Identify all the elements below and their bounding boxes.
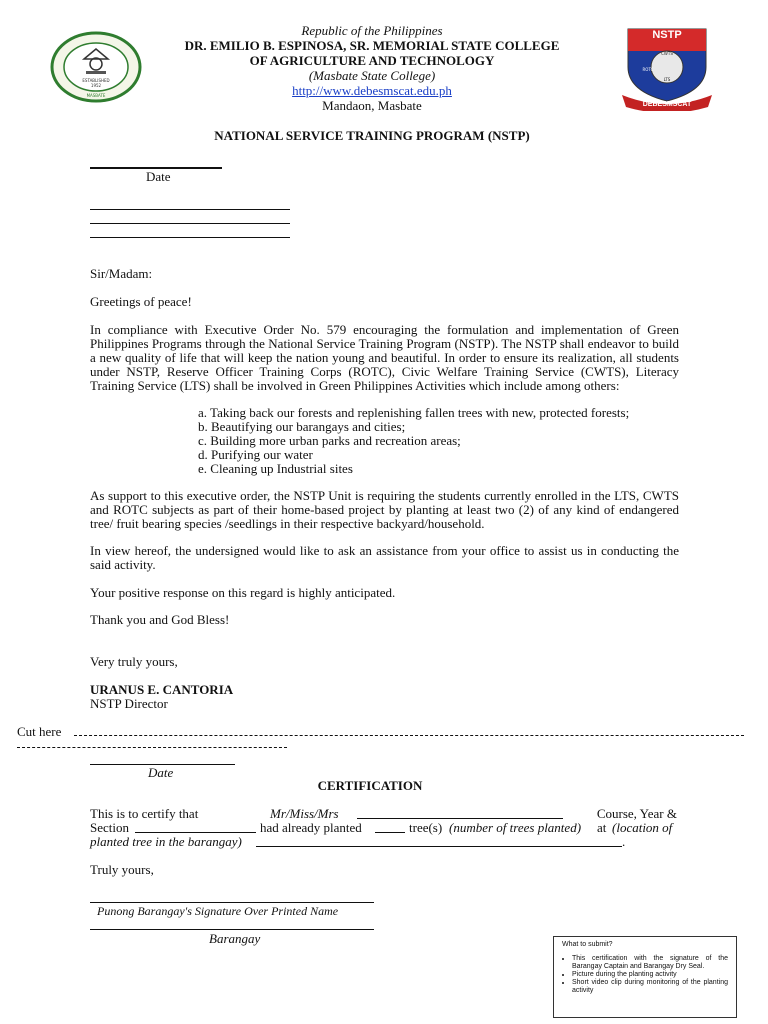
date-label: Date [146, 169, 171, 184]
cert-tree-count-line [375, 832, 405, 833]
activities-list [198, 406, 629, 476]
signatory-title: NSTP Director [90, 696, 168, 711]
certification-title: CERTIFICATION [317, 778, 423, 793]
cert-this-is: This is to certify that [90, 806, 199, 821]
list-item: e. Cleaning up Industrial sites [198, 461, 353, 476]
cert-location-desc: planted tree in the barangay) [90, 834, 242, 849]
college-name-line1: DR. EMILIO B. ESPINOSA, SR. MEMORIAL STATE COLLEGE [184, 38, 560, 53]
cut-line-2 [17, 747, 287, 748]
cert-truly-yours: Truly yours, [90, 862, 154, 877]
cert-location-line [256, 846, 622, 847]
address-line-2 [90, 223, 290, 224]
greeting: Greetings of peace! [90, 294, 192, 309]
logo-cwts: CWTS [661, 51, 673, 56]
republic-heading: Republic of the Philippines [301, 23, 443, 38]
cut-line-1 [74, 735, 744, 736]
cert-barangay-line [90, 929, 374, 930]
list-item: d. Purifying our water [198, 447, 313, 462]
paragraph-support: As support to this executive order, the NSTP Unit is requiring the students currently enrolled in the LTS, CWTS and ROTC subjects as part of their home-based project by planting at least two (2) of any kind of endangered tree/ fruit bearing species /seedlings in their respective backyard/household. [90, 488, 679, 531]
cert-barangay-label: Barangay [209, 931, 261, 946]
cert-mr-miss-mrs: Mr/Miss/Mrs [270, 806, 339, 821]
paragraph-executive-order: In compliance with Executive Order No. 579 encouraging the formulation and implementation of Green Philippines Programs through the National Service Training Program (NSTP). The NSTP shall endeavor to build a new quality of life that will keep the nation young and beautiful. In order to ensure its realization, all students under NSTP, Reserve Officer Training Corps (ROTC), Civic Welfare Training Service (CWTS), Literacy Training Service (LTS) shall be involved in Green Philippines Activities which include among others: [90, 322, 679, 393]
cert-signature-line [90, 902, 374, 903]
submit-box-title: What to submit? [562, 941, 613, 948]
paragraph-response: Your positive response on this regard is highly anticipated. [90, 585, 396, 600]
seal-masbate: MASBATE [86, 93, 106, 98]
what-to-submit-box [553, 936, 737, 1018]
cert-location-of: (location of [612, 820, 673, 835]
nstp-shield-logo [616, 21, 718, 111]
program-title: NATIONAL SERVICE TRAINING PROGRAM (NSTP) [214, 128, 530, 143]
paragraph-request: In view hereof, the undersigned would like to ask an assistance from your office to assist us in conducting the said activity. [90, 543, 679, 572]
cert-signature-label: Punong Barangay's Signature Over Printed Name [97, 904, 339, 918]
cert-period: . [622, 834, 626, 849]
college-alt-name: (Masbate State College) [308, 68, 436, 83]
cert-name-line [357, 818, 563, 819]
college-seal-logo [50, 31, 142, 103]
address-line-3 [90, 237, 290, 238]
cut-here-label: Cut here [17, 724, 62, 739]
cert-number-of-trees: (number of trees planted) [449, 820, 582, 835]
cert-section-line [135, 832, 256, 833]
cert-course-year: Course, Year & [596, 806, 677, 821]
logo-lts: LTS [663, 77, 671, 82]
submit-item: • This certification with the signature of the Barangay Captain and Barangay Dry Seal. [572, 955, 728, 971]
college-website-link[interactable]: http://www.debesmscat.edu.ph [292, 83, 452, 98]
list-item: b. Beautifying our barangays and cities; [198, 419, 406, 434]
signatory-name: URANUS E. CANTORIA [90, 682, 234, 697]
thanks-line: Thank you and God Bless! [90, 612, 230, 627]
college-name-line2: OF AGRICULTURE AND TECHNOLOGY [249, 53, 495, 68]
seal-year: 1952 [90, 83, 102, 88]
submit-list [562, 955, 728, 995]
cert-had-planted: had already planted [260, 820, 362, 835]
college-location: Mandaon, Masbate [322, 98, 422, 113]
closing-line: Very truly yours, [90, 654, 178, 669]
cert-trees: tree(s) [409, 820, 443, 835]
submit-item: • Short video clip during monitoring of the planting activity [572, 979, 728, 995]
list-item: a. Taking back our forests and replenishing fallen trees with new, protected forests; [198, 405, 630, 420]
list-item: c. Building more urban parks and recreation areas; [198, 433, 461, 448]
logo-rotc: ROTC [642, 67, 654, 72]
seal-established: ESTABLISHED [82, 78, 110, 83]
logo-debesmscat-text: DEBESMSCAT [642, 101, 692, 108]
cert-section: Section [90, 820, 129, 835]
salutation: Sir/Madam: [90, 266, 153, 281]
address-line-1 [90, 209, 290, 210]
cert-date-label: Date [148, 765, 174, 780]
logo-nstp-text: NSTP [652, 29, 682, 41]
submit-item: • Picture during the planting activity [572, 971, 728, 979]
cert-at: at [597, 820, 607, 835]
